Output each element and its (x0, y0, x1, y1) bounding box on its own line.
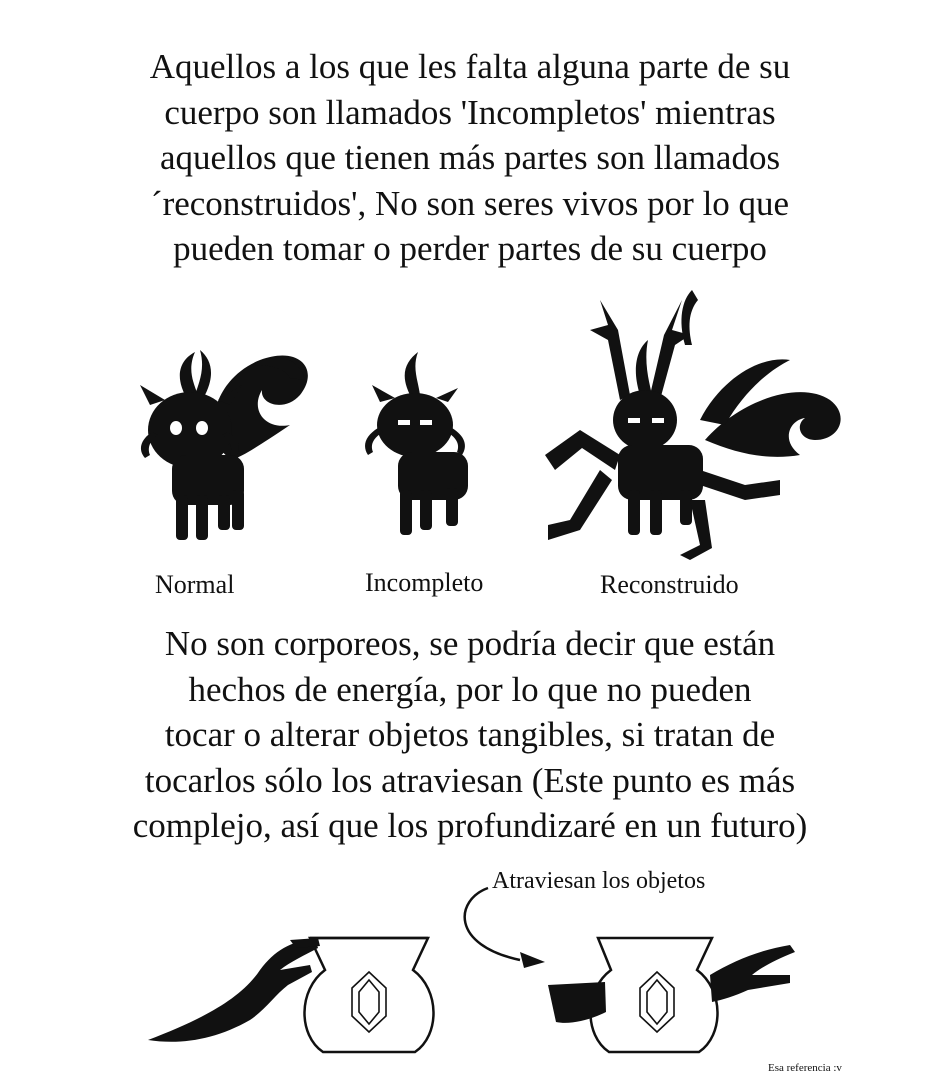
right-jar (590, 938, 717, 1052)
intro-paragraph (40, 44, 900, 272)
text-line: tocar o alterar objetos tangibles, si tratan de (164, 715, 776, 754)
energy-paragraph (40, 621, 900, 849)
curved-arrow-icon (465, 888, 545, 968)
left-hand-silhouette (148, 938, 320, 1042)
credit-note: Esa referencia :v (768, 1062, 842, 1074)
text-line: complejo, así que los profundizaré en un futuro) (132, 806, 808, 845)
text-line: Aquellos a los que les falta alguna parte de su (149, 47, 791, 86)
hands-and-jars-illustration (0, 860, 940, 1080)
normal-creature-silhouette (140, 350, 308, 540)
text-line: No son corporeos, se podría decir que están (164, 624, 776, 663)
label-incomplete: Incompleto (365, 568, 484, 597)
label-normal: Normal (155, 570, 235, 599)
text-line: pueden tomar o perder partes de su cuerpo (173, 229, 767, 268)
text-line: hechos de energía, por lo que no pueden (188, 669, 752, 709)
incomplete-creature-silhouette (365, 352, 468, 535)
text-line: ´reconstruidos', No son seres vivos por lo que (150, 183, 790, 223)
pass-through-annotation: Atraviesan los objetos (492, 868, 706, 894)
text-line: aquellos que tienen más partes son llamados (159, 138, 781, 177)
left-jar (304, 938, 433, 1052)
text-line: tocarlos sólo los atraviesan (Este punto es más (144, 760, 796, 800)
creature-illustrations (0, 280, 940, 570)
reconstructed-creature-silhouette (545, 290, 841, 560)
label-reconstructed: Reconstruido (600, 570, 739, 599)
text-line: cuerpo son llamados 'Incompletos' mientras (164, 92, 776, 132)
